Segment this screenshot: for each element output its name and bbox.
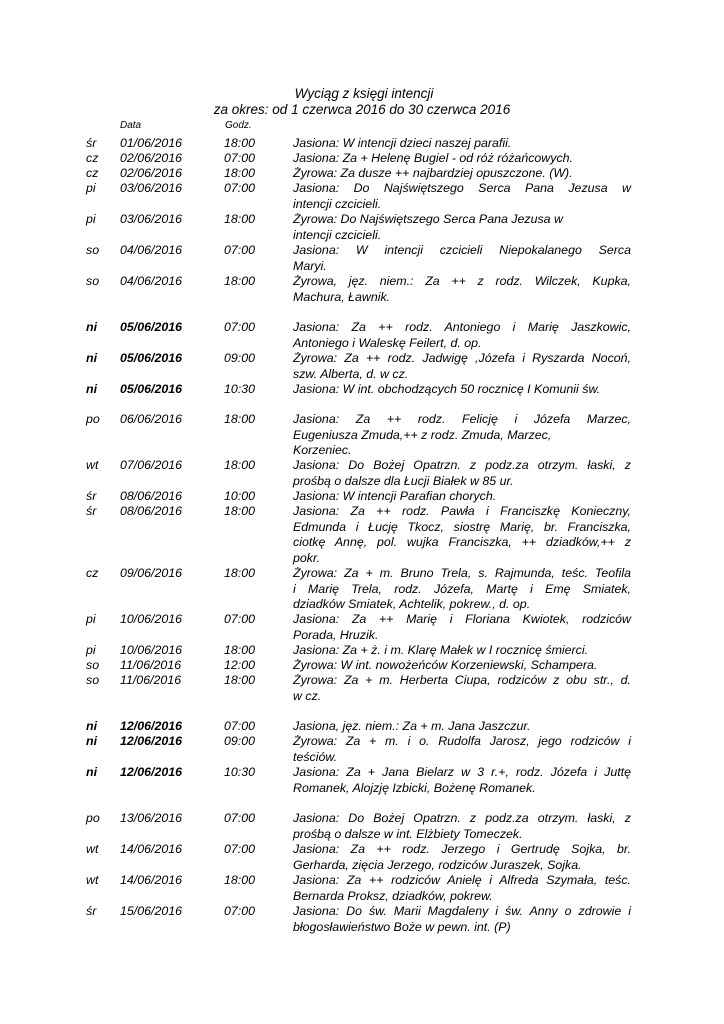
- row-date: 02/06/2016: [120, 151, 183, 165]
- row-time: 07:00: [224, 811, 256, 825]
- row-intention: [293, 673, 631, 704]
- row-intention: [293, 643, 631, 659]
- row-date: 07/06/2016: [120, 458, 183, 472]
- row-day: ni: [86, 382, 98, 396]
- intention-line: Korzeniec.: [293, 443, 352, 457]
- intention-line: intencji czcicieli.: [293, 227, 382, 242]
- row-intention: [293, 719, 631, 735]
- row-time: 07:00: [224, 151, 256, 165]
- intention-line: Porada, Hruzik.: [293, 627, 379, 642]
- column-header-date: Data: [120, 120, 142, 131]
- intention-line: dziadków Smiatek, Achtelik, pokrew., d. op.: [293, 597, 531, 611]
- row-intention: [293, 734, 631, 765]
- row-intention: [293, 212, 631, 243]
- row-day: śr: [86, 504, 97, 518]
- row-time: 07:00: [224, 842, 256, 856]
- row-intention: [293, 566, 631, 613]
- intention-line: Jasiona: W int. obchodzących 50 rocznicę I Komunii św.: [293, 382, 601, 396]
- row-day: po: [86, 811, 100, 825]
- row-time: 18:00: [224, 504, 256, 518]
- row-date: 15/06/2016: [120, 904, 183, 918]
- row-day: ni: [86, 320, 98, 334]
- intention-line: Jasiona: Za ++ rodz. Antoniego i Marię Jaszkowic,: [293, 320, 631, 334]
- intention-line: Jasiona: Za + ż. i m. Klarę Małek w I rocznicę śmierci.: [293, 643, 589, 657]
- intention-line: Żyrowa: Za + m. i o. Rudolfa Jarosz, jego rodziców i: [293, 734, 631, 748]
- row-time: 10:30: [224, 382, 256, 396]
- row-intention: [293, 504, 631, 566]
- intention-line: Jasiona: Za + Helenę Bugiel - od róż różańcowych.: [293, 151, 573, 165]
- row-intention: [293, 351, 631, 382]
- row-intention: [293, 612, 631, 643]
- row-date: 08/06/2016: [120, 489, 183, 503]
- intention-line: prośbą o dalsze w int. Elżbiety Tomeczek.: [293, 826, 523, 841]
- row-intention: [293, 842, 631, 873]
- intention-line: Jasiona: Do Bożej Opatrzn. z podz.za otrzym. łaski, z: [293, 458, 631, 472]
- intention-line: Żyrowa: Za ++ rodz. Jadwigę ,Józefa i Ryszarda Nocoń,: [293, 351, 631, 365]
- row-day: śr: [86, 904, 97, 918]
- row-date: 12/06/2016: [120, 734, 183, 748]
- row-day: śr: [86, 489, 97, 503]
- row-intention: [293, 458, 631, 489]
- row-date: 12/06/2016: [120, 765, 183, 779]
- row-intention: [293, 904, 631, 935]
- intention-line: Żyrowa: Do Najświętszego Serca Pana Jezusa w: [293, 212, 563, 226]
- row-date: 04/06/2016: [120, 243, 183, 257]
- row-time: 12:00: [224, 658, 256, 672]
- row-day: ni: [86, 734, 98, 748]
- row-time: 10:00: [224, 489, 256, 503]
- intention-line: Żyrowa: Za + m. Herberta Ciupa, rodziców z obu str., d.: [293, 673, 631, 687]
- row-time: 09:00: [224, 351, 256, 365]
- intention-line: Żyrowa: W int. nowożeńców Korzeniewski, Schampera.: [293, 658, 598, 672]
- row-date: 12/06/2016: [120, 719, 183, 733]
- row-date: 14/06/2016: [120, 873, 183, 887]
- row-intention: [293, 136, 631, 152]
- row-date: 02/06/2016: [120, 166, 183, 180]
- intention-line: Machura, Ławnik.: [293, 289, 391, 304]
- row-time: 07:00: [224, 719, 256, 733]
- row-date: 11/06/2016: [120, 673, 182, 687]
- intention-line: Jasiona: Za + Jana Bielarz w 3 r.+, rodz. Józefa i Juttę: [293, 765, 631, 779]
- intention-line: Jasiona: W intencji dzieci naszej parafii.: [293, 136, 512, 150]
- row-date: 08/06/2016: [120, 504, 183, 518]
- row-time: 07:00: [224, 612, 256, 626]
- intention-line: szw. Alberta, d. w cz.: [293, 366, 409, 381]
- row-intention: [293, 765, 631, 796]
- row-day: so: [86, 673, 100, 687]
- row-intention: [293, 181, 631, 212]
- row-day: ni: [86, 719, 98, 733]
- row-time: 07:00: [224, 243, 256, 257]
- intention-line: Jasiona: W intencji Parafian chorych.: [293, 489, 497, 503]
- row-date: 05/06/2016: [120, 320, 183, 334]
- row-day: cz: [86, 151, 99, 165]
- intention-line: Jasiona: Do św. Marii Magdaleny i św. Anny o zdrowie i: [293, 904, 631, 918]
- row-intention: [293, 873, 631, 904]
- intention-line: Jasiona: Za ++ rodz. Felicję i Józefa Marzec,: [293, 412, 631, 426]
- row-time: 18:00: [224, 673, 256, 687]
- row-day: wt: [86, 842, 99, 856]
- row-intention: [293, 658, 631, 674]
- row-intention: [293, 320, 631, 351]
- row-date: 10/06/2016: [120, 643, 183, 657]
- document-title: Wyciąg z księgi intencji: [294, 86, 434, 101]
- row-day: so: [86, 243, 100, 257]
- row-day: pi: [86, 643, 96, 657]
- row-date: 11/06/2016: [120, 658, 182, 672]
- row-intention: [293, 243, 631, 274]
- row-date: 06/06/2016: [120, 412, 183, 426]
- intention-line: ciotkę Annę, pol. wujka Franciszka, ++ dziadków,++ z: [293, 535, 631, 549]
- row-date: 03/06/2016: [120, 181, 183, 195]
- intention-line: Jasiona: W intencji czcicieli Niepokalanego Serca: [293, 243, 631, 257]
- intention-line: Jasiona: Do Bożej Opatrzn. z podz.za otrzym. łaski, z: [293, 811, 631, 825]
- row-day: po: [86, 412, 100, 426]
- row-time: 18:00: [224, 643, 256, 657]
- row-time: 18:00: [224, 136, 256, 150]
- intention-line: Gerharda, zięcia Jerzego, rodziców Juraszek, Sojka.: [293, 857, 582, 872]
- row-day: pi: [86, 212, 96, 226]
- row-date: 01/06/2016: [120, 136, 183, 150]
- column-header-time: Godz.: [225, 120, 252, 131]
- row-date: 05/06/2016: [120, 382, 183, 396]
- intention-line: błogosławieństwo Boże w pewn. int. (P): [293, 919, 511, 934]
- row-intention: [293, 166, 631, 182]
- intention-line: w cz.: [293, 688, 322, 703]
- row-day: pi: [86, 181, 96, 195]
- intention-line: Antoniego i Waleskę Feilert, d. op.: [293, 335, 482, 350]
- row-date: 13/06/2016: [120, 811, 183, 825]
- row-time: 18:00: [224, 566, 256, 580]
- row-day: wt: [86, 873, 99, 887]
- intention-line: Edmunda i Łucję Tkocz, siostrę Marię, br. Franciszka,: [293, 519, 631, 534]
- row-day: pi: [86, 612, 96, 626]
- row-date: 03/06/2016: [120, 212, 183, 226]
- row-intention: [293, 412, 631, 459]
- row-day: ni: [86, 351, 98, 365]
- intention-line: Żyrowa, jęz. niem.: Za ++ z rodz. Wilczek, Kupka,: [293, 274, 631, 288]
- row-day: cz: [86, 566, 99, 580]
- intention-line: prośbą o dalsze dla Łucji Białek w 85 ur.: [293, 473, 514, 488]
- intention-line: intencji czcicieli.: [293, 196, 382, 211]
- intention-line: Jasiona: Za ++ rodziców Anielę i Alfreda Szymała, teśc.: [293, 873, 631, 887]
- intention-line: i Marię Trela, rodz. Józefa, Martę i Emę Smiatek,: [293, 581, 631, 596]
- intention-line: Jasiona, jęz. niem.: Za + m. Jana Jaszczur.: [293, 719, 531, 733]
- intention-line: Romanek, Alojzję Izbicki, Bożenę Romanek.: [293, 780, 536, 795]
- row-date: 09/06/2016: [120, 566, 183, 580]
- row-intention: [293, 489, 631, 505]
- intention-line: Maryi.: [293, 258, 327, 273]
- row-time: 10:30: [224, 765, 256, 779]
- intention-line: Jasiona: Za ++ rodz. Jerzego i Gertrudę Sojka, br.: [293, 842, 631, 856]
- row-time: 18:00: [224, 166, 256, 180]
- row-date: 04/06/2016: [120, 274, 183, 288]
- row-day: śr: [86, 136, 97, 150]
- intention-line: Jasiona: Do Najświętszego Serca Pana Jezusa w: [293, 181, 631, 195]
- row-intention: [293, 811, 631, 842]
- row-time: 18:00: [224, 458, 256, 472]
- row-intention: [293, 382, 631, 398]
- row-day: ni: [86, 765, 98, 779]
- row-time: 18:00: [224, 412, 256, 426]
- intention-line: teściów.: [293, 749, 338, 764]
- intention-line: Eugeniusza Zmuda,++ z rodz. Zmuda, Marzec,: [293, 427, 552, 442]
- row-day: so: [86, 274, 100, 288]
- row-day: wt: [86, 458, 99, 472]
- row-intention: [293, 274, 631, 305]
- row-intention: [293, 151, 631, 167]
- row-date: 10/06/2016: [120, 612, 183, 626]
- row-time: 09:00: [224, 734, 256, 748]
- row-time: 18:00: [224, 873, 256, 887]
- row-day: so: [86, 658, 100, 672]
- intention-line: Bernarda Proksz, dziadków, pokrew.: [293, 888, 493, 903]
- intention-line: Żyrowa: Za + m. Bruno Trela, s. Rajmunda, teśc. Teofila: [293, 566, 631, 580]
- row-time: 18:00: [224, 274, 256, 288]
- row-time: 18:00: [224, 212, 256, 226]
- row-time: 07:00: [224, 904, 256, 918]
- row-day: cz: [86, 166, 99, 180]
- intention-line: Jasiona: Za ++ Marię i Floriana Kwiotek, rodziców: [293, 612, 631, 626]
- row-time: 07:00: [224, 320, 256, 334]
- row-date: 05/06/2016: [120, 351, 183, 365]
- row-time: 07:00: [224, 181, 256, 195]
- intention-line: Jasiona: Za ++ rodz. Pawła i Franciszkę Konieczny,: [293, 504, 631, 518]
- document-subtitle: za okres: od 1 czerwca 2016 do 30 czerwca 2016: [213, 102, 511, 117]
- intention-line: pokr.: [293, 550, 321, 565]
- row-date: 14/06/2016: [120, 842, 183, 856]
- intention-line: Żyrowa: Za dusze ++ najbardziej opuszczone. (W).: [293, 166, 573, 180]
